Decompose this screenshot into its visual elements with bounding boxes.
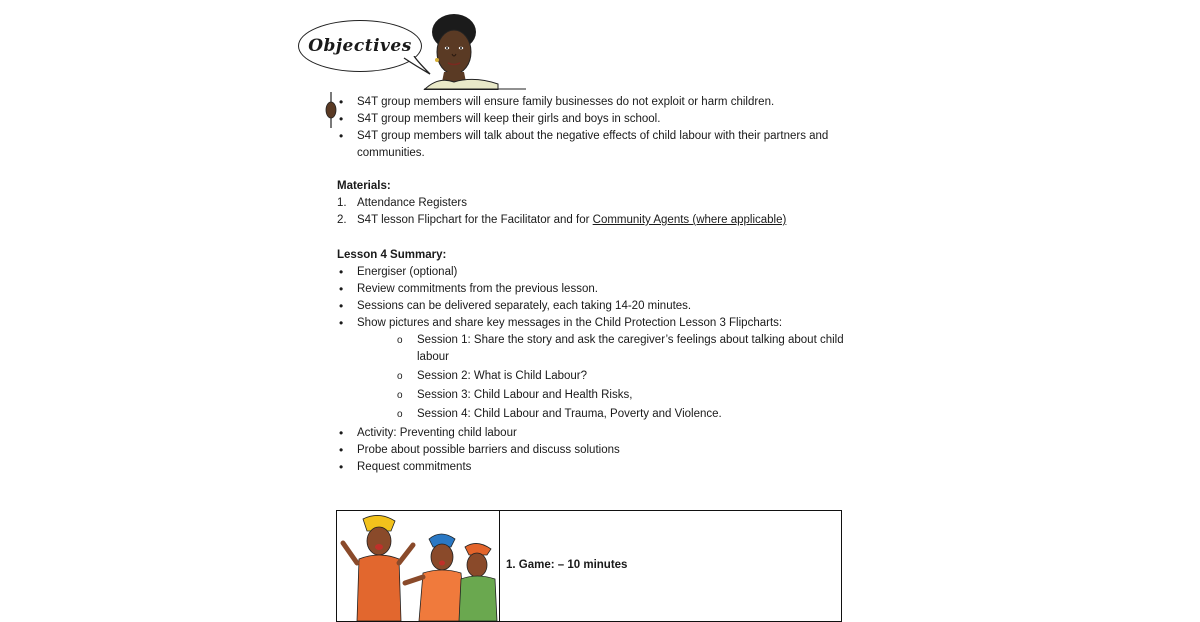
lesson-content [337, 94, 857, 476]
list-item: • S4T group members will keep their girls and boys in school. [337, 111, 857, 128]
list-item [337, 195, 857, 212]
facilitator-illustration [418, 10, 528, 90]
list-item: • S4T group members will talk about the negative effects of child labour with their partners and communities. [337, 128, 857, 162]
game-illustration-cell [337, 511, 500, 621]
objectives-title: Objectives [308, 36, 412, 56]
list-item: o Session 3: Child Labour and Health Risks, [397, 387, 857, 404]
list-item: o Session 2: What is Child Labour? [397, 368, 857, 385]
game-duration-label: 1. Game: – 10 minutes [506, 559, 628, 571]
objectives-list [337, 94, 857, 162]
list-number: 1. [337, 197, 347, 209]
list-item-text: Attendance Registers [357, 197, 467, 209]
activity-table [336, 510, 842, 622]
list-item: • Show pictures and share key messages in the Child Protection Lesson 3 Flipcharts: [337, 315, 857, 332]
summary-list [337, 264, 857, 332]
hand-pointer-icon [324, 92, 338, 128]
summary-heading: Lesson 4 Summary: [337, 249, 447, 261]
list-item: o Session 1: Share the story and ask the caregiver’s feelings about talking about child labour [397, 332, 857, 366]
list-number: 2. [337, 214, 347, 226]
list-item-text: S4T lesson Flipchart for the Facilitator and for [357, 214, 593, 226]
list-item [337, 212, 857, 229]
summary-list-continued [337, 425, 857, 476]
community-agents-link[interactable]: Community Agents (where applicable) [592, 214, 787, 226]
list-item: • Review commitments from the previous lesson. [337, 281, 857, 298]
materials-list [337, 195, 857, 229]
dancing-women-illustration [337, 511, 499, 621]
list-item: • Activity: Preventing child labour [337, 425, 857, 442]
list-item: • Sessions can be delivered separately, each taking 14-20 minutes. [337, 298, 857, 315]
materials-heading: Materials: [337, 180, 391, 192]
list-item: o Session 4: Child Labour and Trauma, Poverty and Violence. [397, 406, 857, 423]
list-item: • S4T group members will ensure family businesses do not exploit or harm children. [337, 94, 857, 111]
sessions-list [337, 332, 857, 423]
list-item: • Request commitments [337, 459, 857, 476]
list-item: • Energiser (optional) [337, 264, 857, 281]
list-item: • Probe about possible barriers and discuss solutions [337, 442, 857, 459]
game-description-cell [500, 511, 841, 621]
